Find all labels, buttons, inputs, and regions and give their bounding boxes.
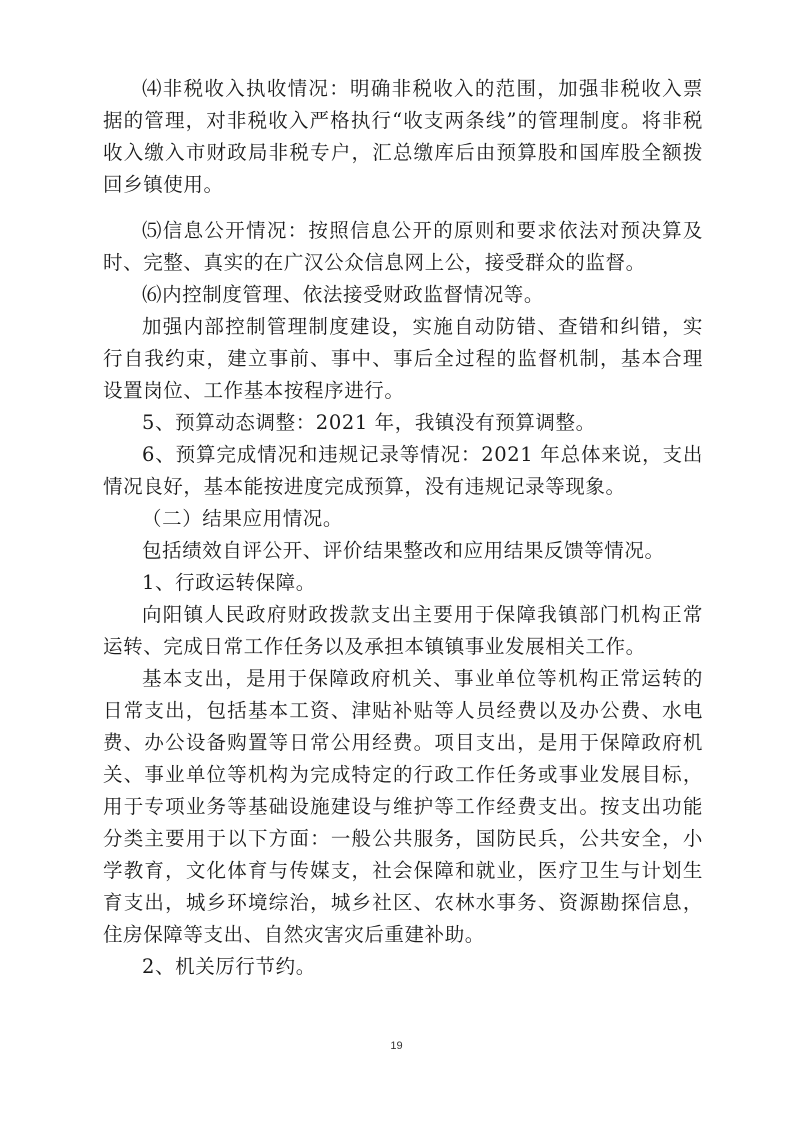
paragraph-information-disclosure: ⑸信息公开情况：按照信息公开的原则和要求依法对预决算及时、完整、真实的在广汉公众信息网上公，接受群众的监督。 <box>103 219 703 274</box>
page-number: 19 <box>390 1040 403 1052</box>
paragraph-internal-control-detail: 加强内部控制管理制度建设，实施自动防错、查错和纠错，实行自我约束，建立事前、事中、事后全过程的监督机制，基本合理设置岗位、工作基本按程序进行。 <box>103 315 703 402</box>
paragraph-fund-usage: 向阳镇人民政府财政拨款支出主要用于保障我镇部门机构正常运转、完成日常工作任务以及承担本镇镇事业发展相关工作。 <box>103 603 703 658</box>
paragraph-nontax-revenue: ⑷非税收入执收情况：明确非税收入的范围，加强非税收入票据的管理，对非税收入严格执行“收支两条线”的管理制度。将非税收入缴入市财政局非税专户，汇总缴库后由预算股和国库股全额拨回乡镇使用。 <box>103 77 703 196</box>
paragraph-basic-and-project-expenditure: 基本支出，是用于保障政府机关、事业单位等机构正常运转的日常支出，包括基本工资、津贴补贴等人员经费以及办公费、水电费、办公设备购置等日常公用经费。项目支出，是用于保障政府机关、事业单位等机构为完成特定的行政工作任务或事业发展目标，用于专项业务等基础设施建设与维护等工作经费支出。按支出功能分类主要用于以下方面：一般公共服务，国防民兵，公共安全，小学教育，文化体育与传媒支，社会保障和就业，医疗卫生与计划生育支出，城乡环境综治，城乡社区、农林水事务、资源勘探信息，住房保障等支出、自然灾害灾后重建补助。 <box>103 667 703 946</box>
paragraph-budget-completion: 6、预算完成情况和违规记录等情况：2021 年总体来说，支出情况良好，基本能按进度完成预算，没有违规记录等现象。 <box>103 443 703 498</box>
document-body <box>103 73 703 983</box>
paragraph-internal-control-heading: ⑹内控制度管理、依法接受财政监督情况等。 <box>142 283 545 306</box>
paragraph-budget-adjustment: 5、预算动态调整：2021 年，我镇没有预算调整。 <box>142 411 596 434</box>
section-heading-results-application: （二）结果应用情况。 <box>142 507 344 530</box>
subheading-administrative-operation: 1、行政运转保障。 <box>142 571 316 594</box>
paragraph-results-application-scope: 包括绩效自评公开、评价结果整改和应用结果反馈等情况。 <box>142 539 665 562</box>
subheading-frugality: 2、机关厉行节约。 <box>142 955 316 978</box>
